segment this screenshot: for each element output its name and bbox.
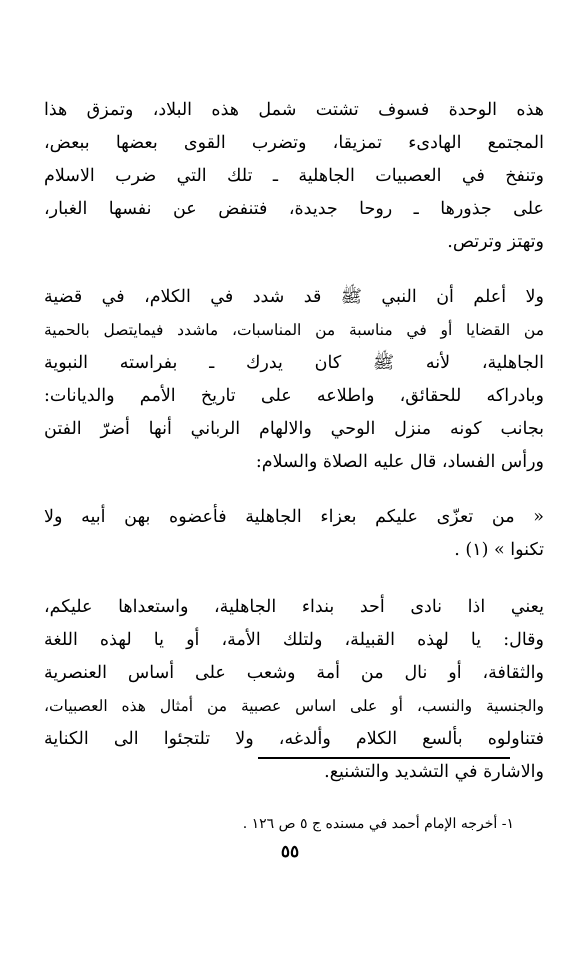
text-line: يعني اذا نادى أحد بنداء الجاهلية، واستعداها عليكم، [44, 597, 544, 617]
text-line: بجانب كونه منزل الوحي والالهام الرباني أنها أضرّ الفتن [44, 419, 544, 439]
text-line: المجتمع الهادىء تمزيقا، وتضرب القوى بعضها ببعض، [44, 133, 544, 153]
text-line: الجاهلية، لأنه ﷺ كان يدرك ـ بفراسته النبوية [44, 353, 544, 373]
text-line: والجنسية والنسب، أو على اساس عصبية من أمثال هذه العصبيات، [44, 697, 544, 715]
paragraph-1 [44, 94, 544, 259]
footnote: ١- أخرجه الإمام أحمد في مسنده ج ٥ ص ١٢٦ . [242, 816, 514, 832]
text-line: وتنفخ في العصبيات الجاهلية ـ تلك التي ضرب الاسلام [44, 166, 544, 186]
text-line: فتناولوه بألسع الكلام وألدغه، ولا تلتجئوا الى الكناية [44, 729, 544, 749]
footnote-divider [258, 757, 510, 759]
text-line: من القضايا أو في مناسبة من المناسبات، ماشدد فيمايتصل بالحمية [44, 321, 544, 339]
text-line: وقال: يا لهذه القبيلة، ولتلك الأمة، أو يا لهذه اللغة [44, 630, 544, 650]
paragraph-4 [44, 591, 544, 789]
text-line: وبادراكه للحقائق، واطلاعه على تاريخ الأمم والديانات: [44, 386, 544, 406]
text-line: والثقافة، أو نال من أمة وشعب على أساس العنصرية [44, 663, 544, 683]
text-line: هذه الوحدة فسوف تشتت شمل هذه البلاد، وتمزق هذا [44, 100, 544, 120]
text-line: ولا أعلم أن النبي ﷺ قد شدد في الكلام، في قضية [44, 287, 544, 307]
hadith-quote [44, 501, 544, 567]
page-number: ٥٥ [280, 842, 300, 862]
text-line: ورأس الفساد، قال عليه الصلاة والسلام: [255, 452, 544, 472]
text-line: تكنوا » (١) . [454, 540, 544, 560]
text-line: وتهتز وترتص. [447, 232, 544, 252]
text-line: على جذورها ـ روحا جديدة، فتنفض عن نفسها الغبار، [44, 199, 544, 219]
paragraph-2 [44, 281, 544, 479]
text-line: والاشارة في التشديد والتشنيع. [324, 762, 544, 782]
text-line: « من تعزّى عليكم بعزاء الجاهلية فأعضوه بهن أبيه ولا [44, 507, 544, 527]
page-body [44, 94, 544, 811]
